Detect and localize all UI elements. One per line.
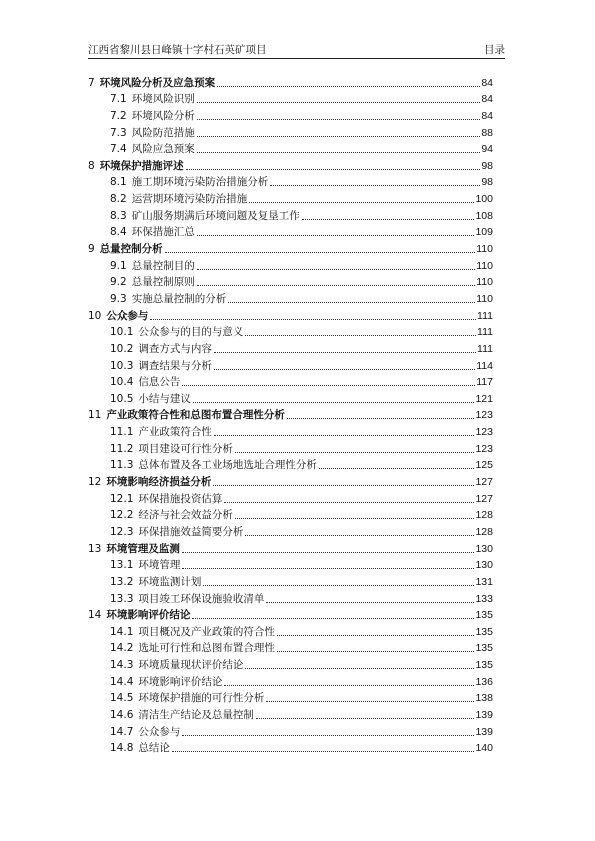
toc-dot-leader [266, 700, 474, 702]
toc-entry-page-number: 94 [481, 143, 493, 156]
toc-entry-page-number: 123 [475, 426, 493, 439]
toc-entry-title: 环境保护措施的可行性分析 [138, 692, 265, 705]
toc-section-entry[interactable] [88, 356, 493, 373]
toc-section-entry[interactable] [88, 173, 493, 190]
toc-chapter-entry[interactable] [88, 73, 493, 90]
toc-entry-page-number: 130 [475, 542, 493, 555]
toc-section-entry[interactable] [88, 256, 493, 273]
toc-entry-number: 7.1 [110, 93, 127, 106]
toc-entry-page-number: 138 [475, 692, 493, 705]
toc-entry-title: 风险应急预案 [131, 143, 195, 156]
toc-section-entry[interactable] [88, 639, 493, 656]
toc-dot-leader [197, 101, 481, 103]
toc-entry-page-number: 140 [475, 742, 493, 755]
toc-entry-number: 14.2 [110, 642, 134, 655]
toc-section-entry[interactable] [88, 655, 493, 672]
toc-dot-leader [182, 567, 474, 569]
toc-entry-number: 14.4 [110, 675, 134, 688]
toc-dot-leader [197, 284, 476, 286]
toc-dot-leader [214, 368, 475, 370]
toc-entry-page-number: 127 [475, 492, 493, 505]
toc-dot-leader [266, 601, 474, 603]
toc-entry-number: 8.1 [110, 176, 127, 189]
toc-entry-title: 环保措施投资估算 [138, 492, 223, 505]
toc-entry-page-number: 128 [475, 509, 493, 522]
toc-entry-number: 9.1 [110, 259, 127, 272]
toc-section-entry[interactable] [88, 323, 493, 340]
toc-entry-number: 14.5 [110, 692, 134, 705]
toc-entry-number: 11.3 [110, 459, 134, 472]
toc-chapter-entry[interactable] [88, 156, 493, 173]
toc-entry-page-number: 111 [477, 326, 493, 339]
toc-entry-page-number: 139 [475, 708, 493, 721]
toc-section-entry[interactable] [88, 689, 493, 706]
toc-entry-number: 8.4 [110, 226, 127, 239]
toc-entry-page-number: 123 [475, 442, 493, 455]
toc-entry-title: 产业政策符合性 [138, 426, 212, 439]
toc-dot-leader [217, 85, 480, 87]
toc-entry-number: 10.5 [110, 392, 134, 405]
toc-entry-page-number: 125 [475, 459, 493, 472]
toc-entry-number: 13.1 [110, 559, 134, 572]
toc-entry-page-number: 110 [476, 276, 493, 289]
toc-entry-title: 项目竣工环保设施验收清单 [138, 592, 265, 605]
toc-entry-title: 项目概况及产业政策的符合性 [138, 625, 275, 638]
toc-dot-leader [197, 234, 475, 236]
toc-entry-page-number: 88 [481, 126, 493, 139]
toc-dot-leader [287, 417, 475, 419]
toc-chapter-entry[interactable] [88, 406, 493, 423]
toc-dot-leader [192, 617, 474, 619]
toc-entry-title: 项目建设可行性分析 [138, 442, 233, 455]
toc-dot-leader [245, 334, 476, 336]
toc-section-entry[interactable] [88, 739, 493, 756]
toc-section-entry[interactable] [88, 189, 493, 206]
toc-section-entry[interactable] [88, 722, 493, 739]
toc-entry-title: 风险防范措施 [131, 126, 195, 139]
toc-entry-title: 总体布置及各工业场地选址合理性分析 [138, 459, 317, 472]
toc-entry-title: 总量控制原则 [131, 276, 195, 289]
toc-dot-leader [270, 184, 480, 186]
toc-entry-page-number: 110 [476, 259, 493, 272]
toc-dot-leader [245, 667, 474, 669]
toc-entry-title: 公众参与的目的与意义 [138, 326, 244, 339]
toc-entry-number: 9.3 [110, 292, 127, 305]
toc-dot-leader [224, 684, 474, 686]
toc-dot-leader [182, 734, 474, 736]
toc-entry-number: 8.2 [110, 193, 127, 206]
toc-entry-page-number: 123 [475, 409, 493, 422]
toc-entry-page-number: 108 [475, 209, 493, 222]
toc-entry-page-number: 114 [476, 359, 493, 372]
toc-section-entry[interactable] [88, 339, 493, 356]
toc-entry-page-number: 84 [481, 76, 493, 89]
toc-entry-title: 产业政策符合性和总图布置合理性分析 [106, 409, 285, 422]
toc-chapter-entry[interactable] [88, 539, 493, 556]
toc-entry-number: 14.3 [110, 659, 134, 672]
toc-entry-number: 10.2 [110, 342, 134, 355]
toc-entry-number: 12.1 [110, 492, 134, 505]
toc-entry-page-number: 133 [475, 592, 493, 605]
toc-section-entry[interactable] [88, 439, 493, 456]
toc-entry-number: 7.3 [110, 126, 127, 139]
table-of-contents [88, 73, 493, 755]
toc-entry-number: 9.2 [110, 276, 127, 289]
toc-section-entry[interactable] [88, 140, 493, 157]
toc-section-entry[interactable] [88, 489, 493, 506]
toc-entry-number: 8.3 [110, 209, 127, 222]
toc-entry-number: 7.2 [110, 109, 127, 122]
toc-dot-leader [214, 351, 476, 353]
toc-entry-title: 环境影响评价结论 [138, 675, 223, 688]
toc-entry-page-number: 98 [481, 176, 493, 189]
toc-section-entry[interactable] [88, 373, 493, 390]
toc-entry-title: 环境质量现状评价结论 [138, 659, 244, 672]
project-title: 江西省黎川县日峰镇十字村石英矿项目 [88, 44, 267, 56]
toc-entry-page-number: 117 [476, 376, 493, 389]
toc-dot-leader [249, 201, 474, 203]
toc-entry-title: 总结论 [138, 742, 170, 755]
toc-dot-leader [277, 634, 475, 636]
toc-dot-leader [235, 451, 475, 453]
toc-entry-title: 清洁生产结论及总量控制 [138, 708, 254, 721]
toc-section-entry[interactable] [88, 572, 493, 589]
toc-section-entry[interactable] [88, 106, 493, 123]
toc-entry-title: 小结与建议 [138, 392, 191, 405]
toc-section-entry[interactable] [88, 422, 493, 439]
toc-dot-leader [224, 501, 474, 503]
toc-dot-leader [213, 484, 474, 486]
toc-section-entry[interactable] [88, 389, 493, 406]
toc-entry-page-number: 84 [481, 93, 493, 106]
toc-dot-leader [197, 151, 481, 153]
toc-entry-number: 12.2 [110, 509, 134, 522]
toc-dot-leader [165, 251, 476, 253]
toc-entry-page-number: 110 [476, 243, 493, 256]
toc-entry-title: 环境风险分析 [131, 109, 195, 122]
toc-section-entry[interactable] [88, 705, 493, 722]
toc-section-entry[interactable] [88, 672, 493, 689]
toc-dot-leader [193, 401, 475, 403]
toc-entry-page-number: 131 [475, 575, 493, 588]
toc-dot-leader [182, 551, 475, 553]
toc-dot-leader [256, 717, 475, 719]
toc-entry-page-number: 100 [475, 193, 493, 206]
toc-dot-leader [319, 467, 475, 469]
toc-entry-title: 环境风险识别 [131, 93, 195, 106]
toc-dot-leader [203, 584, 474, 586]
toc-entry-number: 13.3 [110, 592, 134, 605]
toc-entry-number: 14.1 [110, 625, 134, 638]
toc-dot-leader [235, 517, 475, 519]
toc-section-entry[interactable] [88, 273, 493, 290]
toc-section-entry[interactable] [88, 123, 493, 140]
toc-entry-title: 调查结果与分析 [138, 359, 212, 372]
toc-entry-number: 13.2 [110, 575, 134, 588]
toc-entry-number: 14 [88, 609, 102, 622]
toc-entry-page-number: 136 [475, 675, 493, 688]
toc-entry-page-number: 109 [475, 226, 493, 239]
toc-dot-leader [245, 534, 474, 536]
toc-entry-title: 运营期环境污染防治措施 [131, 193, 248, 206]
toc-entry-title: 信息公告 [138, 376, 181, 389]
toc-section-entry[interactable] [88, 289, 493, 306]
toc-section-entry[interactable] [88, 206, 493, 223]
toc-entry-title: 经济与社会效益分析 [138, 509, 233, 522]
toc-entry-number: 10.4 [110, 376, 134, 389]
toc-section-entry[interactable] [88, 589, 493, 606]
toc-dot-leader [182, 384, 475, 386]
toc-entry-title: 环境管理及监测 [106, 542, 180, 555]
toc-entry-number: 12 [88, 476, 102, 489]
toc-entry-page-number: 84 [481, 109, 493, 122]
toc-entry-title: 总量控制分析 [99, 243, 163, 256]
toc-entry-number: 14.7 [110, 725, 134, 738]
toc-entry-number: 10 [88, 309, 102, 322]
toc-entry-page-number: 135 [475, 659, 493, 672]
toc-dot-leader [186, 168, 481, 170]
toc-entry-title: 实施总量控制的分析 [131, 292, 227, 305]
toc-dot-leader [197, 135, 481, 137]
toc-entry-title: 矿山服务期满后环境问题及复垦工作 [131, 209, 300, 222]
toc-entry-page-number: 135 [475, 625, 493, 638]
toc-section-entry[interactable] [88, 522, 493, 539]
toc-entry-title: 公众参与 [106, 309, 149, 322]
toc-entry-page-number: 111 [477, 309, 493, 322]
toc-entry-page-number: 127 [475, 476, 493, 489]
toc-entry-number: 14.6 [110, 708, 134, 721]
toc-dot-leader [302, 218, 475, 220]
toc-entry-page-number: 139 [475, 725, 493, 738]
toc-entry-number: 9 [88, 243, 95, 256]
toc-entry-page-number: 135 [475, 609, 493, 622]
toc-entry-number: 10.3 [110, 359, 134, 372]
toc-entry-page-number: 121 [475, 392, 493, 405]
toc-entry-number: 14.8 [110, 742, 134, 755]
toc-entry-page-number: 110 [476, 292, 493, 305]
toc-entry-title: 环境保护措施评述 [99, 159, 184, 172]
toc-dot-leader [228, 301, 475, 303]
toc-entry-number: 12.3 [110, 525, 134, 538]
toc-entry-page-number: 128 [475, 525, 493, 538]
toc-entry-number: 11.1 [110, 426, 134, 439]
toc-entry-title: 环境风险分析及应急预案 [99, 76, 216, 89]
toc-entry-title: 环境管理 [138, 559, 181, 572]
toc-entry-title: 调查方式与内容 [138, 342, 212, 355]
toc-dot-leader [277, 650, 475, 652]
toc-entry-number: 10.1 [110, 326, 134, 339]
toc-entry-page-number: 111 [477, 342, 493, 355]
toc-section-entry[interactable] [88, 90, 493, 107]
toc-chapter-entry[interactable] [88, 306, 493, 323]
toc-entry-title: 总量控制目的 [131, 259, 195, 272]
toc-entry-title: 环境监测计划 [138, 575, 202, 588]
toc-chapter-entry[interactable] [88, 606, 493, 623]
toc-entry-title: 公众参与 [138, 725, 181, 738]
toc-chapter-entry[interactable] [88, 472, 493, 489]
toc-entry-number: 13 [88, 542, 102, 555]
toc-section-entry[interactable] [88, 456, 493, 473]
toc-dot-leader [172, 750, 475, 752]
toc-entry-number: 8 [88, 159, 95, 172]
toc-entry-title: 环保措施汇总 [131, 226, 195, 239]
toc-dot-leader [214, 434, 475, 436]
toc-entry-title: 环境影响评价结论 [106, 609, 191, 622]
toc-dot-leader [197, 268, 476, 270]
toc-chapter-entry[interactable] [88, 239, 493, 256]
toc-section-entry[interactable] [88, 556, 493, 573]
toc-entry-title: 环境影响经济损益分析 [106, 476, 212, 489]
toc-entry-page-number: 98 [481, 159, 493, 172]
toc-entry-number: 7.4 [110, 143, 127, 156]
toc-section-entry[interactable] [88, 622, 493, 639]
toc-section-entry[interactable] [88, 223, 493, 240]
toc-entry-page-number: 135 [475, 642, 493, 655]
toc-entry-number: 11.2 [110, 442, 134, 455]
toc-dot-leader [150, 318, 476, 320]
toc-dot-leader [197, 118, 481, 120]
toc-entry-page-number: 130 [475, 559, 493, 572]
toc-entry-title: 选址可行性和总图布置合理性 [138, 642, 275, 655]
toc-entry-title: 施工期环境污染防治措施分析 [131, 176, 269, 189]
page-header [88, 40, 505, 59]
toc-section-entry[interactable] [88, 506, 493, 523]
toc-entry-title: 环保措施效益简要分析 [138, 525, 244, 538]
toc-entry-number: 7 [88, 76, 95, 89]
toc-entry-number: 11 [88, 409, 102, 422]
section-label: 目录 [484, 44, 505, 56]
